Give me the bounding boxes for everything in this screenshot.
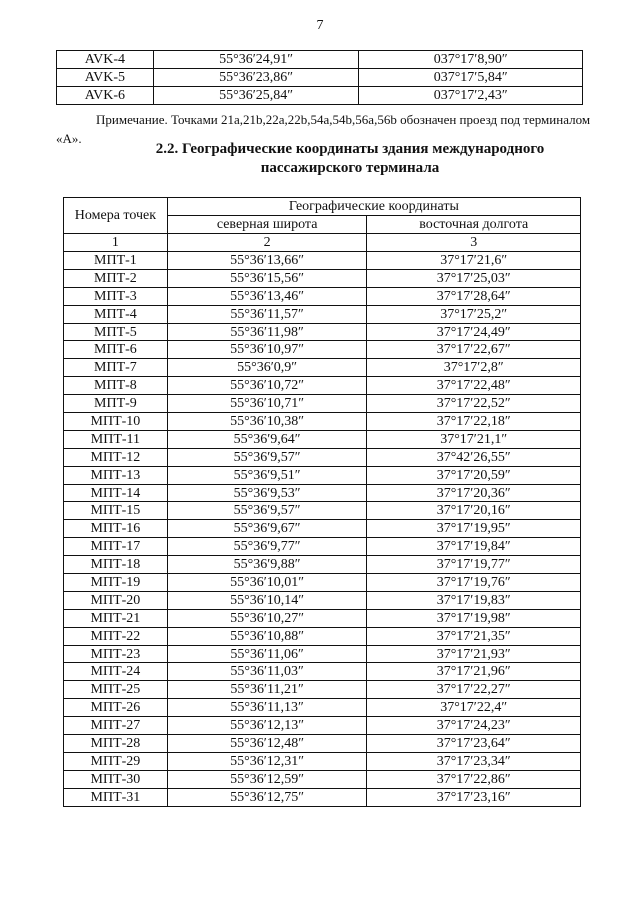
header-north-latitude: северная широта [167,216,367,234]
table-row [64,269,581,287]
avk-coordinates-table [56,50,583,105]
table-row [64,591,581,609]
latitude-cell: 55°36′11,06″ [167,645,367,663]
point-name-cell: МПТ-15 [64,502,168,520]
latitude-cell: 55°36′25,84″ [153,87,359,105]
latitude-cell: 55°36′12,31″ [167,752,367,770]
point-name-cell: МПТ-17 [64,538,168,556]
longitude-cell: 37°17′25,2″ [367,305,581,323]
point-name-cell: МПТ-22 [64,627,168,645]
longitude-cell: 37°17′19,83″ [367,591,581,609]
point-name-cell: МПТ-30 [64,770,168,788]
point-name-cell: МПТ-20 [64,591,168,609]
table-row [64,305,581,323]
longitude-cell: 37°17′22,48″ [367,377,581,395]
longitude-cell: 37°17′23,64″ [367,735,581,753]
header-coordinates: Географические координаты [167,198,580,216]
longitude-cell: 37°42′26,55″ [367,448,581,466]
table-row [64,752,581,770]
longitude-cell: 37°17′22,86″ [367,770,581,788]
column-number-2: 2 [167,234,367,252]
table-row [64,645,581,663]
table-row [64,323,581,341]
latitude-cell: 55°36′9,77″ [167,538,367,556]
point-name-cell: МПТ-9 [64,395,168,413]
point-name-cell: МПТ-13 [64,466,168,484]
table-row [64,556,581,574]
longitude-cell: 37°17′22,67″ [367,341,581,359]
longitude-cell: 037°17′5,84″ [359,69,583,87]
point-name-cell: МПТ-18 [64,556,168,574]
latitude-cell: 55°36′11,98″ [167,323,367,341]
point-name-cell: МПТ-26 [64,699,168,717]
table-row [64,770,581,788]
latitude-cell: 55°36′10,14″ [167,591,367,609]
latitude-cell: 55°36′9,64″ [167,430,367,448]
latitude-cell: 55°36′13,46″ [167,287,367,305]
longitude-cell: 37°17′19,95″ [367,520,581,538]
longitude-cell: 37°17′2,8″ [367,359,581,377]
column-number-1: 1 [64,234,168,252]
longitude-cell: 37°17′22,4″ [367,699,581,717]
section-heading-line-1: 2.2. Географические координаты здания международного [155,141,545,157]
latitude-cell: 55°36′15,56″ [167,269,367,287]
longitude-cell: 37°17′21,96″ [367,663,581,681]
table-row [64,413,581,431]
table-row [64,735,581,753]
longitude-cell: 37°17′21,6″ [367,252,581,270]
latitude-cell: 55°36′10,01″ [167,574,367,592]
point-name-cell: МПТ-24 [64,663,168,681]
longitude-cell: 37°17′21,1″ [367,430,581,448]
longitude-cell: 37°17′22,52″ [367,395,581,413]
latitude-cell: 55°36′12,75″ [167,788,367,806]
longitude-cell: 37°17′20,16″ [367,502,581,520]
table-row [64,448,581,466]
latitude-cell: 55°36′11,13″ [167,699,367,717]
latitude-cell: 55°36′12,59″ [167,770,367,788]
latitude-cell: 55°36′9,53″ [167,484,367,502]
note-line-2: «А». [56,131,82,146]
latitude-cell: 55°36′0,9″ [167,359,367,377]
point-name-cell: МПТ-2 [64,269,168,287]
longitude-cell: 37°17′19,98″ [367,609,581,627]
latitude-cell: 55°36′9,57″ [167,502,367,520]
point-name-cell: МПТ-1 [64,252,168,270]
table-row [64,484,581,502]
longitude-cell: 037°17′8,90″ [359,51,583,69]
point-name-cell: AVK-6 [57,87,154,105]
point-name-cell: МПТ-19 [64,574,168,592]
latitude-cell: 55°36′9,51″ [167,466,367,484]
latitude-cell: 55°36′13,66″ [167,252,367,270]
section-heading-line-2: пассажирского терминала [260,160,440,176]
longitude-cell: 37°17′21,93″ [367,645,581,663]
table-row [64,538,581,556]
latitude-cell: 55°36′12,13″ [167,717,367,735]
latitude-cell: 55°36′10,71″ [167,395,367,413]
point-name-cell: МПТ-23 [64,645,168,663]
longitude-cell: 37°17′19,76″ [367,574,581,592]
header-east-longitude: восточная долгота [367,216,581,234]
latitude-cell: 55°36′10,38″ [167,413,367,431]
longitude-cell: 37°17′22,27″ [367,681,581,699]
table-row [57,87,583,105]
longitude-cell: 37°17′19,84″ [367,538,581,556]
table-row [64,252,581,270]
section-heading [100,140,600,178]
point-name-cell: МПТ-28 [64,735,168,753]
latitude-cell: 55°36′9,88″ [167,556,367,574]
point-name-cell: МПТ-8 [64,377,168,395]
table-row [64,341,581,359]
longitude-cell: 37°17′24,49″ [367,323,581,341]
avk-table-body [57,51,583,105]
table-row [64,681,581,699]
latitude-cell: 55°36′12,48″ [167,735,367,753]
point-name-cell: AVK-4 [57,51,154,69]
table-row [64,287,581,305]
latitude-cell: 55°36′10,72″ [167,377,367,395]
table-row [64,627,581,645]
column-number-3: 3 [367,234,581,252]
terminal-table-body [64,252,581,807]
longitude-cell: 37°17′20,36″ [367,484,581,502]
latitude-cell: 55°36′9,57″ [167,448,367,466]
table-row [64,717,581,735]
point-name-cell: МПТ-16 [64,520,168,538]
point-name-cell: МПТ-27 [64,717,168,735]
latitude-cell: 55°36′24,91″ [153,51,359,69]
longitude-cell: 37°17′25,03″ [367,269,581,287]
latitude-cell: 55°36′11,03″ [167,663,367,681]
latitude-cell: 55°36′11,57″ [167,305,367,323]
point-name-cell: МПТ-12 [64,448,168,466]
table-row [64,502,581,520]
page-number: 7 [316,18,324,33]
latitude-cell: 55°36′11,21″ [167,681,367,699]
longitude-cell: 37°17′28,64″ [367,287,581,305]
point-name-cell: МПТ-4 [64,305,168,323]
point-name-cell: AVK-5 [57,69,154,87]
longitude-cell: 37°17′20,59″ [367,466,581,484]
latitude-cell: 55°36′9,67″ [167,520,367,538]
note-line-1: Примечание. Точками 21a,21b,22a,22b,54a,54b,56a,56b обозначен проезд под терминалом [96,112,591,127]
longitude-cell: 37°17′23,16″ [367,788,581,806]
point-name-cell: МПТ-14 [64,484,168,502]
latitude-cell: 55°36′10,27″ [167,609,367,627]
terminal-coordinates-table [63,197,581,807]
table-row [64,574,581,592]
table-row [64,663,581,681]
table-row [57,69,583,87]
latitude-cell: 55°36′10,88″ [167,627,367,645]
point-name-cell: МПТ-11 [64,430,168,448]
point-name-cell: МПТ-5 [64,323,168,341]
latitude-cell: 55°36′10,97″ [167,341,367,359]
longitude-cell: 37°17′24,23″ [367,717,581,735]
longitude-cell: 37°17′23,34″ [367,752,581,770]
point-name-cell: МПТ-10 [64,413,168,431]
table-row [57,51,583,69]
point-name-cell: МПТ-6 [64,341,168,359]
point-name-cell: МПТ-29 [64,752,168,770]
header-points: Номера точек [64,198,168,234]
table-row [64,609,581,627]
table-row [64,788,581,806]
longitude-cell: 037°17′2,43″ [359,87,583,105]
table-row [64,395,581,413]
latitude-cell: 55°36′23,86″ [153,69,359,87]
longitude-cell: 37°17′21,35″ [367,627,581,645]
table-row [64,377,581,395]
table-row [64,430,581,448]
point-name-cell: МПТ-7 [64,359,168,377]
table-row [64,520,581,538]
table-row [64,466,581,484]
point-name-cell: МПТ-25 [64,681,168,699]
longitude-cell: 37°17′22,18″ [367,413,581,431]
point-name-cell: МПТ-3 [64,287,168,305]
point-name-cell: МПТ-21 [64,609,168,627]
table-row [64,359,581,377]
point-name-cell: МПТ-31 [64,788,168,806]
longitude-cell: 37°17′19,77″ [367,556,581,574]
table-row [64,699,581,717]
